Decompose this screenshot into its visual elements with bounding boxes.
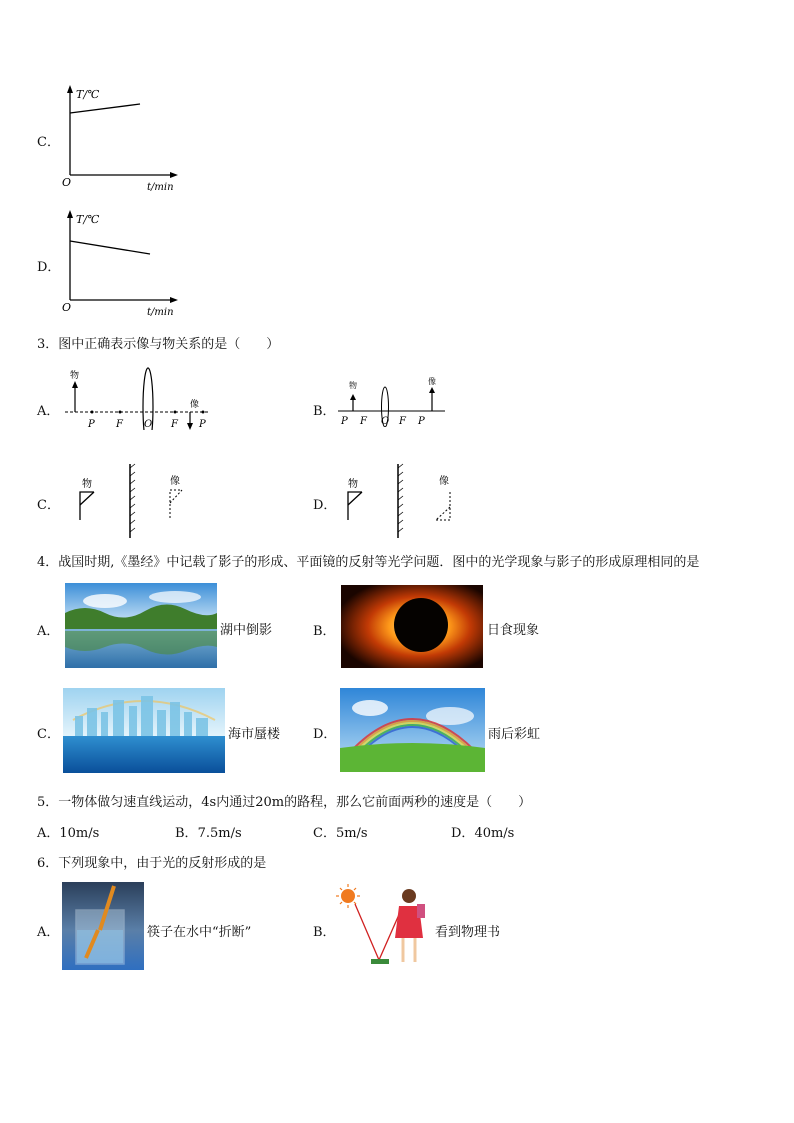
object-label: 物 <box>70 371 80 381</box>
q3-d-label: D． <box>313 498 337 513</box>
svg-text:F: F <box>171 419 178 430</box>
x-arrow <box>170 297 178 303</box>
q5-option-b: B．7.5m/s <box>175 826 242 841</box>
q3-d-mirror-diagram <box>340 460 470 542</box>
q4-c-caption: 海市蜃楼 <box>228 727 281 742</box>
temperature-line <box>70 104 140 113</box>
svg-text:P: P <box>341 416 348 427</box>
object-label: 物 <box>348 479 358 490</box>
image-shape <box>436 492 450 520</box>
x-axis-label: t/min <box>147 307 174 318</box>
svg-text:F: F <box>116 419 123 430</box>
q6-a-caption: 筷子在水中“折断” <box>147 925 252 940</box>
image-label: 像 <box>439 476 449 487</box>
image-label: 像 <box>190 400 200 410</box>
physics-book <box>371 959 389 964</box>
q3-b-lens-diagram <box>335 372 450 427</box>
see-physics-book-illustration <box>335 882 433 970</box>
graph-d <box>58 205 188 320</box>
temperature-line <box>70 241 150 254</box>
mirage-photo <box>63 688 225 773</box>
y-axis-label: T/℃ <box>76 88 100 101</box>
y-arrow <box>67 85 73 93</box>
image-label: 像 <box>170 476 180 487</box>
q5-option-d: D．40m/s <box>451 826 515 841</box>
q4-d-caption: 雨后彩虹 <box>488 727 541 742</box>
svg-text:O: O <box>381 416 390 427</box>
object-shape <box>80 492 94 520</box>
q4-d-label: D． <box>313 727 337 742</box>
water <box>77 930 123 963</box>
q4-b-label: B． <box>313 624 336 639</box>
object-label: 物 <box>349 381 357 390</box>
y-arrow <box>67 210 73 218</box>
q6-text: 6．下列现象中，由于光的反射形成的是 <box>37 856 267 871</box>
svg-text:F: F <box>399 416 406 427</box>
svg-text:F: F <box>360 416 367 427</box>
q3-b-label: B． <box>313 404 336 419</box>
incident-ray <box>355 904 379 960</box>
q4-a-caption: 湖中倒影 <box>220 623 273 638</box>
q6-a-label: A． <box>37 925 60 940</box>
solar-eclipse-photo <box>341 585 483 668</box>
q3-c-mirror-diagram <box>70 460 200 542</box>
q5-option-a: A．10m/s <box>37 826 100 841</box>
svg-text:O: O <box>144 419 153 430</box>
lake-reflection-photo <box>65 583 217 668</box>
origin-label: O <box>62 176 72 189</box>
svg-text:P: P <box>418 416 425 427</box>
q4-b-caption: 日食现象 <box>487 623 540 638</box>
q3-c-label: C． <box>37 498 60 513</box>
moon-disk <box>394 598 448 652</box>
q4-a-label: A． <box>37 624 60 639</box>
q6-b-label: B． <box>313 925 336 940</box>
sun-icon <box>341 889 355 903</box>
graph-c <box>58 80 188 195</box>
girl-head <box>402 889 416 903</box>
object-shape <box>348 492 362 520</box>
q5-option-c: C．5m/s <box>313 826 368 841</box>
image-label: 像 <box>428 377 436 386</box>
q6-b-caption: 看到物理书 <box>435 925 501 940</box>
graph-c-label: C． <box>37 135 60 150</box>
x-axis-label: t/min <box>147 182 174 193</box>
q3-text: 3．图中正确表示像与物关系的是（ ） <box>37 337 280 352</box>
y-axis-label: T/℃ <box>76 213 100 226</box>
x-arrow <box>170 172 178 178</box>
q4-text: 4．战国时期,《墨经》中记载了影子的形成、平面镜的反射等光学问题．图中的光学现象与影子的形成原理相同的是 <box>37 555 700 570</box>
image-shape <box>170 490 182 518</box>
q3-a-label: A． <box>37 404 60 419</box>
q5-text: 5．一物体做匀速直线运动，4s内通过20m的路程，那么它前面两秒的速度是（ ） <box>37 795 532 810</box>
svg-text:P: P <box>88 419 95 430</box>
origin-label: O <box>62 301 72 314</box>
q3-a-lens-diagram <box>60 365 220 430</box>
chopstick-in-water-photo <box>62 882 144 970</box>
rainbow-photo <box>340 688 485 772</box>
svg-text:P: P <box>199 419 206 430</box>
graph-d-label: D． <box>37 260 61 275</box>
q4-c-label: C． <box>37 727 60 742</box>
object-label: 物 <box>82 479 92 490</box>
